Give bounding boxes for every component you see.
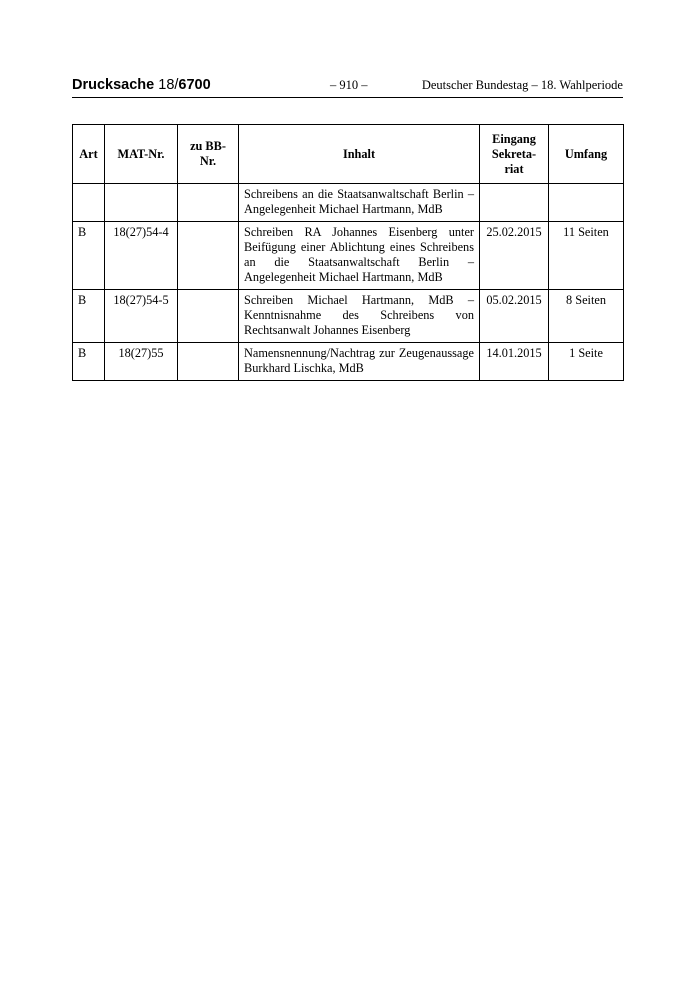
- table-row: [73, 290, 624, 343]
- cell-art: B: [73, 290, 105, 343]
- col-header-zu-bb-line1: zu BB-: [190, 139, 226, 153]
- doc-number-prefix: 18/: [158, 77, 179, 93]
- cell-art: B: [73, 222, 105, 290]
- document-number: [72, 77, 211, 93]
- cell-umfang: 1 Seite: [549, 343, 624, 381]
- col-header-umfang: Umfang: [549, 125, 624, 184]
- table-row: [73, 343, 624, 381]
- table-row: [73, 222, 624, 290]
- cell-eingang: 14.01.2015: [480, 343, 549, 381]
- col-header-eingang-line2: Sekreta-: [491, 146, 537, 161]
- cell-inhalt: Namensnennung/Nachtrag zur Zeugenaussage Burkhard Lischka, MdB: [239, 343, 480, 381]
- cell-mat-nr: 18(27)54-5: [105, 290, 178, 343]
- cell-umfang: 11 Seiten: [549, 222, 624, 290]
- cell-umfang: 8 Seiten: [549, 290, 624, 343]
- page-header: [72, 77, 623, 98]
- cell-inhalt: Schreiben Michael Hartmann, MdB – Kenntnisnahme des Schreibens von Rechtsanwalt Johannes Eisenberg: [239, 290, 480, 343]
- col-header-eingang-line3: riat: [504, 161, 524, 176]
- cell-eingang: 05.02.2015: [480, 290, 549, 343]
- col-header-zu-bb: [178, 125, 239, 184]
- col-header-eingang: [480, 125, 549, 184]
- cell-art: B: [73, 343, 105, 381]
- cell-mat-nr: [105, 184, 178, 222]
- cell-inhalt: Schreiben RA Johannes Eisenberg unter Beifügung einer Ablichtung eines Schreibens an die Staatsanwaltschaft Berlin – Angelegenheit Michael Hartmann, MdB: [239, 222, 480, 290]
- cell-zu-bb: [178, 222, 239, 290]
- materials-table: [72, 124, 624, 381]
- cell-eingang: 25.02.2015: [480, 222, 549, 290]
- page-number: – 910 –: [330, 78, 368, 92]
- col-header-zu-bb-line2: Nr.: [199, 154, 217, 168]
- cell-inhalt: Schreibens an die Staatsanwaltschaft Berlin – Angelegenheit Michael Hartmann, MdB: [239, 184, 480, 222]
- publisher: Deutscher Bundestag – 18. Wahlperiode: [421, 78, 623, 92]
- doc-number: 6700: [178, 77, 211, 93]
- cell-zu-bb: [178, 290, 239, 343]
- col-header-art: Art: [73, 125, 105, 184]
- cell-mat-nr: 18(27)55: [105, 343, 178, 381]
- col-header-mat: MAT-Nr.: [105, 125, 178, 184]
- table-header-row: [73, 125, 624, 184]
- doc-label: Drucksache: [72, 77, 155, 93]
- table-row: [73, 184, 624, 222]
- cell-eingang: [480, 184, 549, 222]
- cell-zu-bb: [178, 184, 239, 222]
- cell-art: [73, 184, 105, 222]
- cell-zu-bb: [178, 343, 239, 381]
- col-header-eingang-line1: Eingang: [492, 131, 536, 146]
- cell-umfang: [549, 184, 624, 222]
- col-header-inhalt: Inhalt: [239, 125, 480, 184]
- cell-mat-nr: 18(27)54-4: [105, 222, 178, 290]
